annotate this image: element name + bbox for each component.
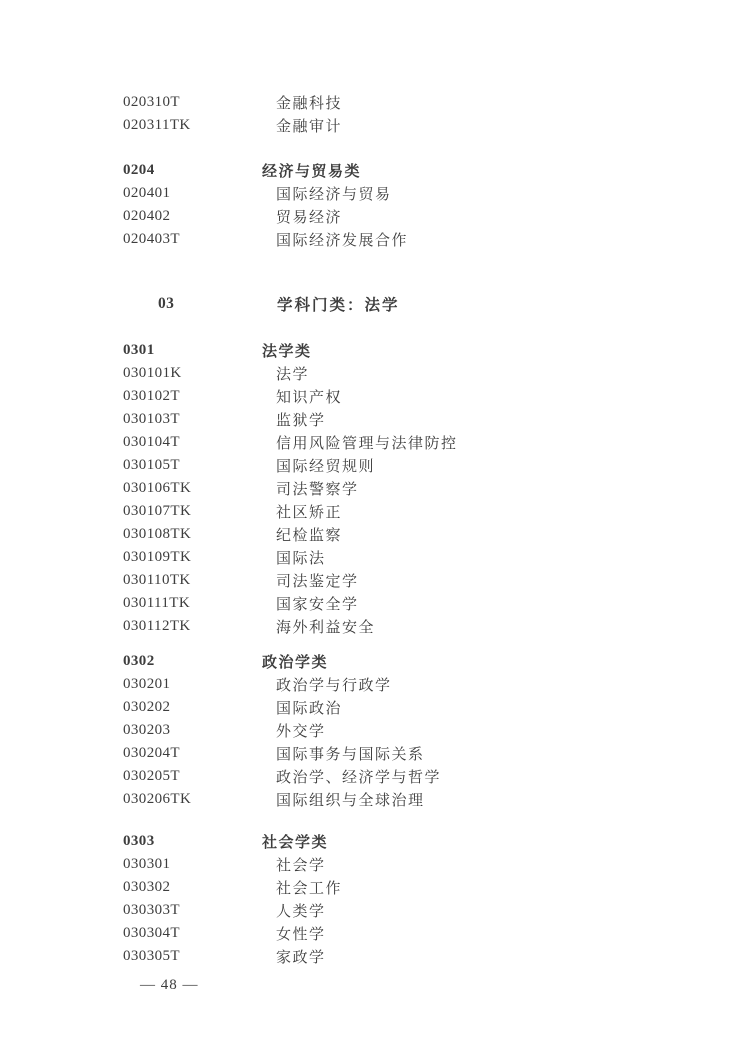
major-code: 030206TK [123, 791, 192, 807]
major-name: 贸易经济 [276, 210, 343, 226]
category-name: 经济与贸易类 [262, 164, 362, 180]
major-name: 社会学 [276, 858, 326, 874]
major-name: 国际经济与贸易 [276, 187, 392, 203]
major-name: 司法警察学 [276, 482, 359, 498]
major-name: 海外利益安全 [276, 620, 376, 636]
page-number: — 48 — [140, 976, 199, 993]
major-name: 家政学 [276, 950, 326, 966]
major-code: 030107TK [123, 503, 192, 519]
major-row [123, 454, 750, 477]
category-code: 0204 [123, 162, 155, 178]
major-name: 纪检监察 [276, 528, 343, 544]
major-code: 020403T [123, 231, 180, 247]
major-name: 国际经济发展合作 [276, 233, 409, 249]
major-row [123, 742, 750, 765]
major-row [123, 922, 750, 945]
major-code: 030104T [123, 434, 180, 450]
major-code: 030101K [123, 365, 182, 381]
major-name: 知识产权 [276, 390, 343, 406]
major-row [123, 853, 750, 876]
category-code: 0302 [123, 653, 155, 669]
major-row [123, 615, 750, 638]
discipline-section-block [123, 292, 750, 315]
major-code: 030205T [123, 768, 180, 784]
major-row [123, 592, 750, 615]
major-row [123, 523, 750, 546]
major-code: 030105T [123, 457, 180, 473]
category-continuation-block [123, 91, 750, 137]
major-code: 030304T [123, 925, 180, 941]
major-name: 政治学、经济学与哲学 [276, 770, 442, 786]
major-name: 国际组织与全球治理 [276, 793, 425, 809]
major-row [123, 945, 750, 968]
major-name: 社区矫正 [276, 505, 343, 521]
major-name: 国际政治 [276, 701, 343, 717]
major-name: 司法鉴定学 [276, 574, 359, 590]
major-code: 030203 [123, 722, 171, 738]
category-code: 0303 [123, 833, 155, 849]
category-block-0303 [123, 830, 750, 968]
major-code: 030305T [123, 948, 180, 964]
major-name: 信用风险管理与法律防控 [276, 436, 458, 452]
major-row [123, 569, 750, 592]
major-code: 030302 [123, 879, 171, 895]
major-name: 金融审计 [276, 119, 343, 135]
category-header-row [123, 339, 750, 362]
major-name: 国家安全学 [276, 597, 359, 613]
major-name: 国际法 [276, 551, 326, 567]
major-code: 030112TK [123, 618, 191, 634]
major-name: 政治学与行政学 [276, 678, 392, 694]
major-code: 030108TK [123, 526, 192, 542]
major-code: 030103T [123, 411, 180, 427]
major-row [123, 673, 750, 696]
major-code: 030109TK [123, 549, 192, 565]
major-row [123, 719, 750, 742]
major-name: 国际事务与国际关系 [276, 747, 425, 763]
major-row [123, 431, 750, 454]
major-row [123, 228, 750, 251]
major-row [123, 788, 750, 811]
section-header-row [158, 292, 750, 315]
category-block-0301 [123, 339, 750, 638]
category-code: 0301 [123, 342, 155, 358]
major-row [123, 205, 750, 228]
major-code: 030303T [123, 902, 180, 918]
major-name: 人类学 [276, 904, 326, 920]
category-block-0204 [123, 159, 750, 251]
major-name: 监狱学 [276, 413, 326, 429]
category-name: 社会学类 [262, 835, 329, 851]
major-code: 030202 [123, 699, 171, 715]
major-code: 020311TK [123, 117, 191, 133]
major-name: 女性学 [276, 927, 326, 943]
major-code: 020310T [123, 94, 180, 110]
major-row [123, 500, 750, 523]
category-block-0302 [123, 650, 750, 811]
major-name: 法学 [276, 367, 310, 383]
section-title: 学科门类：法学 [277, 296, 400, 314]
major-code: 030106TK [123, 480, 192, 496]
major-row [123, 876, 750, 899]
major-row [123, 114, 750, 137]
major-row [123, 696, 750, 719]
major-name: 社会工作 [276, 881, 343, 897]
major-code: 030201 [123, 676, 171, 692]
major-name: 金融科技 [276, 96, 343, 112]
major-code: 030204T [123, 745, 180, 761]
major-row [123, 91, 750, 114]
major-code: 030111TK [123, 595, 191, 611]
category-header-row [123, 830, 750, 853]
major-row [123, 362, 750, 385]
major-name: 外交学 [276, 724, 326, 740]
major-name: 国际经贸规则 [276, 459, 376, 475]
major-code: 030102T [123, 388, 180, 404]
major-row [123, 408, 750, 431]
category-name: 法学类 [262, 344, 312, 360]
major-code: 020401 [123, 185, 171, 201]
major-row [123, 385, 750, 408]
category-name: 政治学类 [262, 655, 329, 671]
page-footer [140, 974, 750, 996]
section-code: 03 [158, 294, 175, 312]
major-row [123, 899, 750, 922]
major-code: 030110TK [123, 572, 191, 588]
major-row [123, 546, 750, 569]
major-row [123, 765, 750, 788]
major-code: 020402 [123, 208, 171, 224]
major-code: 030301 [123, 856, 171, 872]
major-row [123, 182, 750, 205]
category-header-row [123, 159, 750, 182]
major-row [123, 477, 750, 500]
category-header-row [123, 650, 750, 673]
